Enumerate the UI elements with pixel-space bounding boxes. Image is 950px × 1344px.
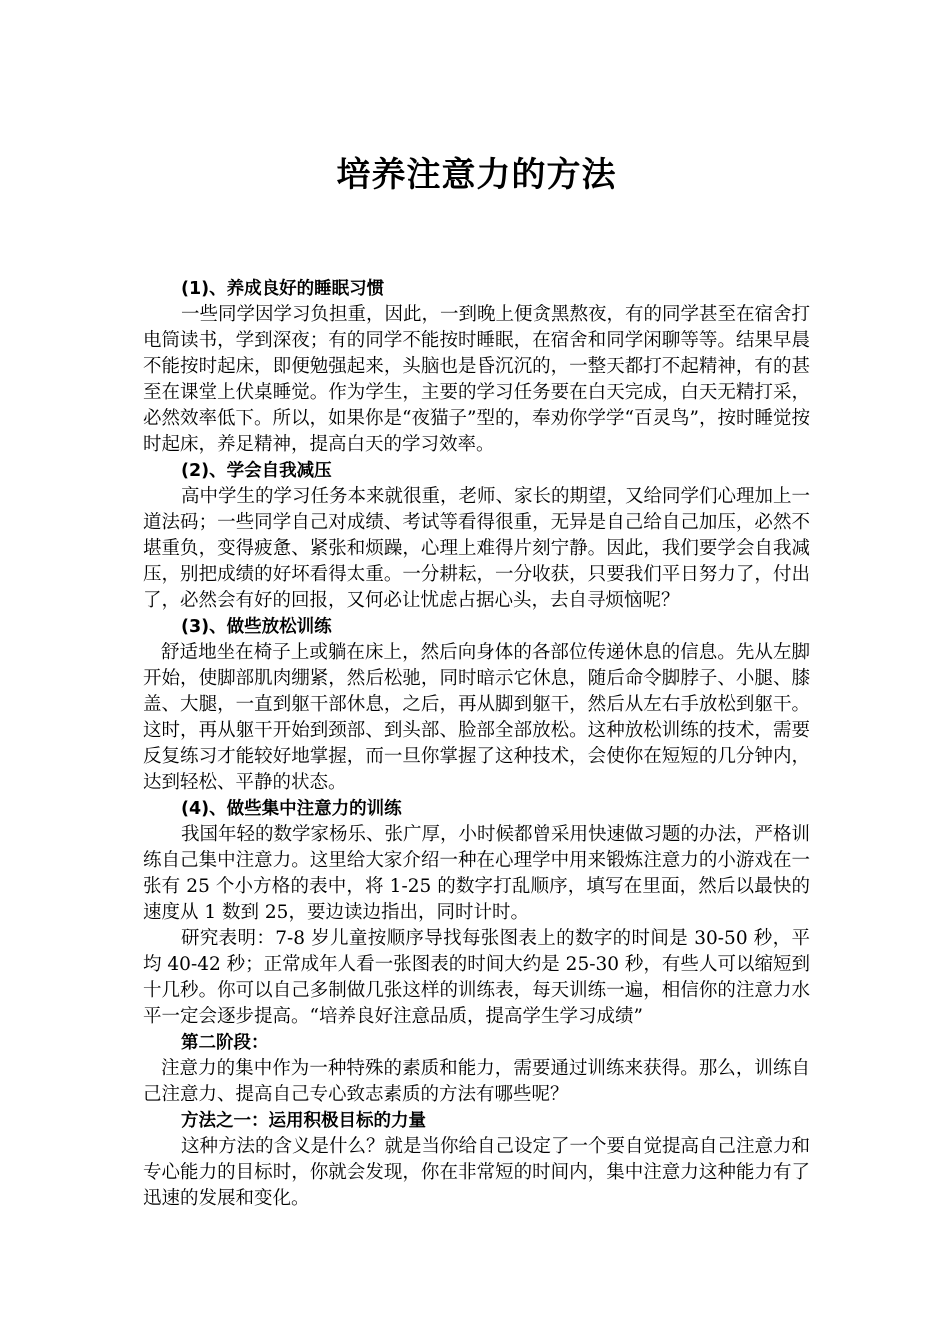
paragraph: 一些同学因学习负担重，因此，一到晚上便贪黑熬夜，有的同学甚至在宿舍打电筒读书，学到深夜；有的同学不能按时睡眠，在宿舍和同学闲聊等等。结果早晨不能按时起床，即便勉强起来，头脑也是昏沉沉的，一整天都打不起精神，有的甚至在课堂上伏桌睡觉。作为学生，主要的学习任务要在白天完成，白天无精打采，必然效率低下。所以，如果你是“夜猫子”型的，奉劝你学学“百灵鸟”，按时睡觉按时起床，养足精神，提高白天的学习效率。 [143,304,811,455]
page-title: 培养注意力的方法 [336,155,617,195]
section-heading-3: (3)、做些放松训练 [181,617,332,637]
paragraph: 我国年轻的数学家杨乐、张广厚，小时候都曾采用快速做习题的办法，严格训练自己集中注意力。这里给大家介绍一种在心理学中用来锻炼注意力的小游戏在一张有 25 个小方格的表中，将 1-25 的数字打乱顺序，填写在里面，然后以最快的速度从 1 数到 25，要边读边指出，同时计时。 [143,824,811,923]
paragraph: 注意力的集中作为一种特殊的素质和能力，需要通过训练来获得。那么，训练自己注意力、提高自己专心致志素质的方法有哪些呢？ [143,1058,810,1105]
document-body [143,276,810,1212]
paragraph: 舒适地坐在椅子上或躺在床上，然后向身体的各部位传递休息的信息。先从左脚开始，使脚部肌肉绷紧，然后松驰，同时暗示它休息，随后命令脚脖子、小腿、膝盖、大腿，一直到躯干部休息，之后，再从脚到躯干，然后从左右手放松到躯干。这时，再从躯干开始到颈部、到头部、脸部全部放松。这种放松训练的技术，需要反复练习才能较好地掌握，而一旦你掌握了这种技术，会使你在短短的几分钟内，达到轻松、平静的状态。 [143,642,810,793]
paragraph: 这种方法的含义是什么？就是当你给自己设定了一个要自觉提高自己注意力和专心能力的目标时，你就会发现，你在非常短的时间内，集中注意力这种能力有了迅速的发展和变化。 [143,1136,811,1209]
section-heading-method-1: 方法之一：运用积极目标的力量 [181,1111,426,1131]
paragraph: 研究表明：7-8 岁儿童按顺序导找每张图表上的数字的时间是 30-50 秒，平均 40-42 秒；正常成年人看一张图表的时间大约是 25-30 秒，有些人可以缩短到十几秒。你可以自己多制做几张这样的训练表，每天训练一遍，相信你的注意力水平一定会逐步提高。“培养良好注意品质，提高学生学习成绩” [143,928,810,1027]
section-heading-4: (4)、做些集中注意力的训练 [181,799,402,819]
section-heading-1: (1)、养成良好的睡眠习惯 [181,279,385,299]
section-heading-stage-2: 第二阶段： [181,1033,269,1053]
section-heading-2: (2)、学会自我减压 [181,461,332,481]
paragraph: 高中学生的学习任务本来就很重，老师、家长的期望，又给同学们心理加上一道法码；一些同学自己对成绩、考试等看得很重，无异是自己给自己加压，必然不堪重负，变得疲惫、紧张和烦躁，心理上难得片刻宁静。因此，我们要学会自我减压，别把成绩的好坏看得太重。一分耕耘，一分收获，只要我们平日努力了，付出了，必然会有好的回报，又何必让忧虑占据心头，去自寻烦恼呢？ [143,486,811,611]
